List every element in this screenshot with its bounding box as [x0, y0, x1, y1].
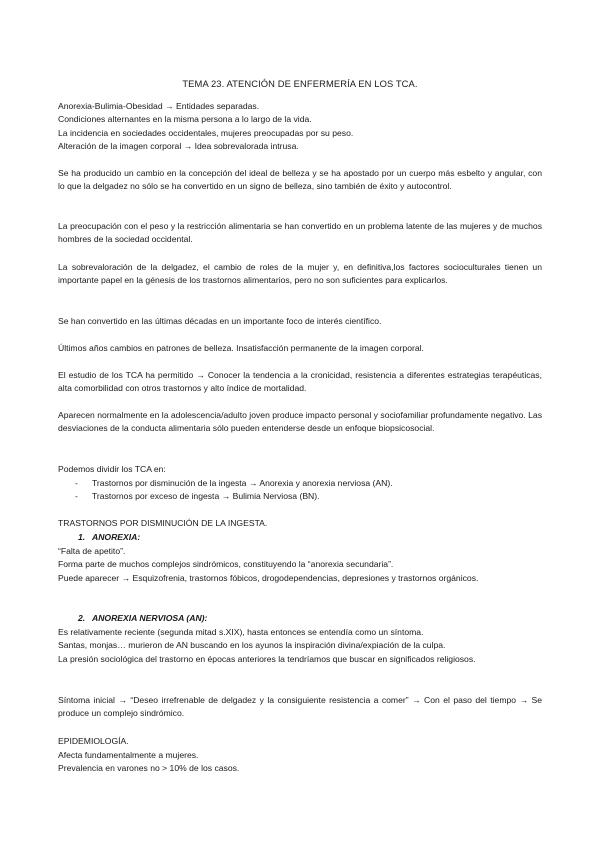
epidemiology-lines — [58, 749, 542, 776]
anorexia-nervosa-lines — [58, 626, 542, 653]
anorexia-nervosa-religious: La presión sociológica del trastorno en épocas anteriores la tendríamos que buscar en significados religiosos. — [58, 654, 476, 664]
anorexia-nervosa-number: 2. — [78, 613, 86, 623]
paragraph-scientific-interest: Se han convertido en las últimas décadas en un importante foco de interés científico. — [58, 316, 382, 326]
paragraph-sociocultural: La sobrevaloración de la delgadez, el cambio de roles de la mujer y, en definitiva,los factores socioculturales tienen un importante papel en la génesis de los trastornos alimentarios, pero no son suficientes para explicarlos. — [58, 262, 542, 286]
division-list — [58, 477, 542, 504]
list-item — [58, 477, 542, 490]
intro-lines — [58, 100, 542, 154]
anorexia-nervosa-label: ANOREXIA NERVIOSA (AN): — [92, 613, 208, 623]
anorexia-heading — [58, 531, 542, 544]
epidemiology-line: Afecta fundamentalmente a mujeres. — [58, 750, 199, 760]
list-dash: - — [75, 478, 78, 488]
list-item-text: Trastornos por exceso de ingesta → Bulimia Nerviosa (BN). — [92, 491, 320, 502]
anorexia-nervosa-heading — [58, 612, 542, 625]
list-dash: - — [75, 491, 78, 502]
list-item-text: Trastornos por disminución de la ingesta → Anorexia y anorexia nerviosa (AN). — [92, 478, 393, 488]
intro-line: Anorexia-Bulimia-Obesidad → Entidades separadas. — [58, 101, 260, 111]
anorexia-line: Forma parte de muchos complejos sindrómicos, constituyendo la “anorexia secundaria”. — [58, 559, 394, 570]
epidemiology-line: Prevalencia en varones no > 10% de los casos. — [58, 763, 240, 774]
paragraph-beauty-patterns: Últimos años cambios en patrones de belleza. Insatisfacción permanente de la imagen corporal. — [58, 343, 424, 353]
list-item — [58, 490, 542, 503]
intro-line: Condiciones alternantes en la misma persona a lo largo de la vida. — [58, 114, 312, 125]
intro-line: La incidencia en sociedades occidentales, mujeres preocupadas por su peso. — [58, 127, 354, 138]
document-title: TEMA 23. ATENCIÓN DE ENFERMERÍA EN LOS TCA. — [182, 78, 418, 89]
anorexia-lines — [58, 545, 542, 572]
paragraph-tca-division: Podemos dividir los TCA en: — [58, 464, 166, 474]
anorexia-line: “Falta de apetito”. — [58, 546, 126, 556]
anorexia-nervosa-line: Santas, monjas… murieron de AN buscando en los ayunos la inspiración divina/expiación de la culpa. — [58, 640, 446, 651]
paragraph-weight-concern: La preocupación con el peso y la restricción alimentaria se han convertido en un problema latente de las mujeres y de muchos hombres de la sociedad occidental. — [58, 221, 542, 245]
paragraph-adolescence: Aparecen normalmente en la adolescencia/adulto joven produce impacto personal y sociofamiliar profundamente negativo. Las desviaciones de la conducta alimentaria sólo pueden entenderse desde un enfoque biopsicosocial. — [58, 410, 542, 434]
anorexia-label: ANOREXIA: — [92, 532, 141, 542]
intro-line: Alteración de la imagen corporal → Idea sobrevalorada intrusa. — [58, 141, 299, 152]
anorexia-appearance: Puede aparecer → Esquizofrenia, trastornos fóbicos, drogodependencias, depresiones y trastornos orgánicos. — [58, 573, 479, 583]
initial-symptom: Síntoma inicial → “Deseo irrefrenable de delgadez y la consiguiente resistencia a comer” → Con el paso del tiempo → Se produce un complejo sindrómico. — [58, 695, 542, 719]
anorexia-number: 1. — [78, 532, 86, 542]
paragraph-beauty-ideal: Se ha producido un cambio en la concepción del ideal de belleza y se ha apostado por un cuerpo más esbelto y angular, con lo que la delgadez no sólo se ha convertido en un signo de belleza, sino también de éxito y autocontrol. — [58, 168, 542, 192]
section-heading-decrease: TRASTORNOS POR DISMINUCIÓN DE LA INGESTA. — [58, 518, 268, 528]
anorexia-nervosa-line: Es relativamente reciente (segunda mitad s.XIX), hasta entonces se entendía como un síntoma. — [58, 627, 424, 637]
paragraph-tca-study: El estudio de los TCA ha permitido → Conocer la tendencia a la cronicidad, resistencia a diferentes estrategias terapéuticas, alta comorbilidad con otros trastornos y alto índice de mortalidad. — [58, 370, 542, 394]
epidemiology-heading: EPIDEMIOLOGÍA. — [58, 736, 129, 746]
